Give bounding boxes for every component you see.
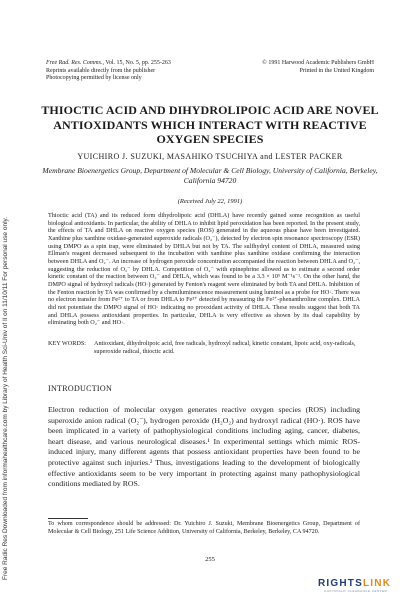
photocopy-note: Photocopying permitted by license only bbox=[46, 75, 142, 81]
logo-text-rights: RIGHTS bbox=[318, 578, 363, 589]
intro-paragraph: Electron reduction of molecular oxygen generates reactive oxygen species (ROS) including superoxide anion radical (O₂⁻), hydrogen peroxide (H₂O₂) and hydroxyl radical (HO·). ROS have been implicated in a variety of pathophysiological conditions including aging, cancer, diabetes, heart disease, and various neurological diseases.¹ In experimental settings which mimic ROS-induced injury, many different agents that possess antioxidant properties have been found to be protective against such injuries.² Thus, investigations leading to the development of biologically effective antioxidants seem to be very important in protecting against many pathophysiological conditions mediated by ROS. bbox=[48, 405, 360, 489]
article-title: THIOCTIC ACID AND DIHYDROLIPOIC ACID ARE NOVEL ANTIOXIDANTS WHICH INTERACT WITH REACTIVE OXYGEN SPECIES bbox=[41, 103, 379, 146]
keywords-block bbox=[48, 340, 360, 355]
received-date: (Received July 22, 1991) bbox=[177, 198, 243, 205]
download-sidebar bbox=[2, 110, 26, 580]
abstract: Thioctic acid (TA) and its reduced form dihydrolipoic acid (DHLA) have recently gained some recognition as useful biological antioxidants. In particular, the ability of DHLA to inhibit lipid peroxidation has been reported. In the present study, the effects of TA and DHLA on reactive oxygen species (ROS) generated in the aqueous phase have been investigated. Xanthine plus xanthine oxidase-generated superoxide radicals (O₂⁻), detected by electron spin resonance spectroscopy (ESR) using DMPO as a spin trap, were eliminated by DHLA but not by TA. The sulfhydryl content of DHLA, measured using Ellman's reagent decreased subsequent to the incubation with xanthine plus xanthine oxidase confirming the interaction between DHLA and O₂⁻. An increase of hydrogen peroxide concentration accompanied the reaction between DHLA and O₂⁻, suggesting the reduction of O₂⁻ by DHLA. Competition of O₂⁻ with epinephrine allowed us to estimate a second order kinetic constant of the reaction between O₂⁻ and DHLA, which was found to be a 3.3 × 10⁵ M⁻¹s⁻¹. On the other hand, the DMPO signal of hydroxyl radicals (HO·) generated by Fenton's reagent were eliminated by both TA and DHLA. Inhibition of the Fenton reaction by TA was confirmed by a chemiluminescence measurement using luminol as a probe for HO·. There was no electron transfer from Fe²⁺ to TA or from DHLA to Fe³⁺ detected by measuring the Fe²⁺-phenanthroline complex. DHLA did not potentiate the DMPO signal of HO· indicating no prooxidant activity of DHLA. These results suggest that both TA and DHLA possess antioxidant properties. In particular, DHLA is very effective as shown by its dual capability by eliminating both O₂⁻ and HO·. bbox=[48, 212, 360, 327]
footnote: To whom correspondence should be addressed: Dr. Yuichiro J. Suzuki, Membrane Bioenergetics Group, Department of Molecular & Cell Biology, 251 Life Science Addition, University of California, Berkeley, Berkeley, CA 94720. bbox=[48, 521, 360, 535]
header-right bbox=[262, 60, 374, 75]
journal-volume: , Vol. 15, No. 5, pp. 255-263 bbox=[102, 60, 171, 66]
page-number: 255 bbox=[205, 556, 215, 563]
copyright-note: © 1991 Harwood Academic Publishers GmbH bbox=[262, 60, 374, 66]
keywords-label: KEY WORDS: bbox=[48, 340, 86, 347]
rightslink-logo bbox=[318, 578, 414, 594]
journal-name: Free Rad. Res. Comms. bbox=[46, 60, 103, 66]
keywords-text: Antioxidant, dihydrolipoic acid, free radicals, hydroxyl radical, kinetic constant, lipoic acid, oxy-radicals, superoxide radical, thioctic acid. bbox=[94, 340, 356, 355]
printed-note: Printed in the United Kingdom bbox=[299, 67, 374, 74]
download-notice: Free Radic Res Downloaded from informahealthcare.com by Library of Health Sci-Univ of Il on 11/10/11 For personal use only. bbox=[2, 216, 9, 580]
footnote-rule bbox=[48, 518, 88, 519]
author-list: YUICHIRO J. SUZUKI, MASAHIKO TSUCHIYA and LESTER PACKER bbox=[77, 152, 343, 161]
logo-tagline: COPYRIGHT CLEARANCE CENTER bbox=[324, 589, 388, 593]
section-heading: INTRODUCTION bbox=[48, 384, 113, 393]
logo-text-link: LINK bbox=[362, 578, 392, 589]
reprints-note: Reprints available directly from the publisher bbox=[46, 67, 156, 74]
affiliation: Membrane Bioenergetics Group, Department of Molecular & Cell Biology, University of California, Berkeley, California 94720 bbox=[42, 166, 378, 185]
header-left bbox=[46, 60, 171, 83]
